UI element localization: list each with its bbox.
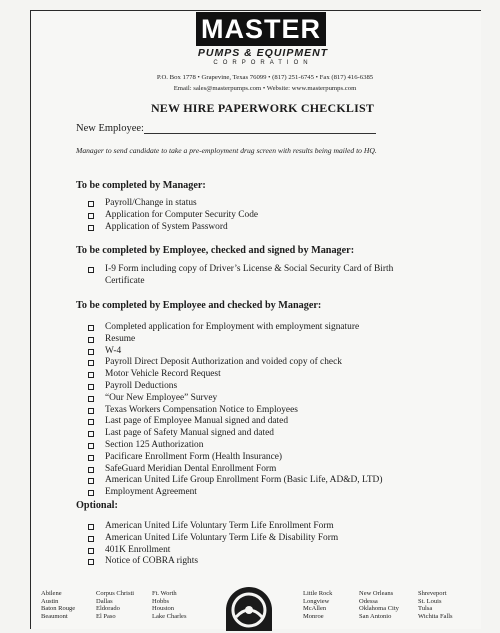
company-logo (196, 12, 326, 46)
checklist-item-label: I-9 Form including copy of Driver’s License & Social Security Card of Birth Certificate (105, 264, 394, 286)
footer-city: Oklahoma City (359, 605, 399, 613)
manager-checklist (88, 198, 435, 233)
checkbox[interactable] (88, 536, 94, 542)
footer-cities-col2 (96, 590, 134, 620)
footer-cities-col1 (41, 590, 75, 620)
checklist-item-label: Texas Workers Compensation Notice to Employees (105, 404, 298, 415)
footer-city: Tulsa (418, 605, 433, 613)
checklist-item (88, 222, 435, 234)
section-heading-manager: To be completed by Manager: (76, 180, 206, 191)
checklist-item-label: 401K Enrollment (105, 544, 171, 555)
checkbox[interactable] (88, 360, 94, 366)
footer-city: Little Rock (303, 590, 333, 597)
checklist-item (88, 416, 435, 428)
footer-city: Lake Charles (152, 612, 187, 620)
checklist-item (88, 346, 435, 358)
checkbox[interactable] (88, 467, 94, 473)
checklist-item (88, 556, 435, 568)
checkbox[interactable] (88, 225, 94, 231)
checklist-item-label: Application of System Password (105, 221, 228, 232)
checklist-item (88, 369, 435, 381)
new-employee-field[interactable] (144, 133, 376, 134)
checklist-item (88, 545, 435, 557)
checkbox[interactable] (88, 396, 94, 402)
checkbox[interactable] (88, 443, 94, 449)
optional-checklist (88, 521, 435, 568)
checkbox[interactable] (88, 201, 94, 207)
checklist-item (88, 487, 435, 499)
section-heading-employee-checked: To be completed by Employee and checked by Manager: (76, 300, 322, 311)
checklist-item-label: Payroll/Change in status (105, 198, 197, 208)
checklist-item (88, 440, 435, 452)
checkbox[interactable] (88, 372, 94, 378)
checklist-item (88, 264, 425, 288)
footer-city: Longview (303, 597, 330, 605)
footer-city: Shreveport (418, 590, 447, 597)
drug-screen-note: Manager to send candidate to take a pre-employment drug screen with results being mailed to HQ. (76, 146, 377, 155)
footer-city: Monroe (303, 612, 324, 620)
checklist-item (88, 452, 435, 464)
checklist-item-label: W-4 (105, 345, 122, 356)
company-emblem-icon (224, 585, 274, 631)
checklist-item (88, 521, 435, 533)
checkbox[interactable] (88, 384, 94, 390)
checklist-item (88, 405, 435, 417)
logo-brand: MASTER (201, 14, 321, 44)
footer-city: Wichita Falls (418, 612, 453, 620)
checklist-item-label: SafeGuard Meridian Dental Enrollment Form (105, 463, 277, 474)
employee-checked-checklist (88, 322, 435, 499)
checklist-item (88, 322, 435, 334)
checkbox[interactable] (88, 548, 94, 554)
footer-city: San Antonio (359, 612, 392, 620)
checklist-item-label: Last page of Employee Manual signed and dated (105, 416, 289, 427)
checkbox[interactable] (88, 408, 94, 414)
footer-city: McAllen (303, 605, 327, 613)
checklist-item-label: Payroll Direct Deposit Authorization and voided copy of check (105, 357, 342, 368)
footer-city: Dallas (96, 597, 113, 605)
checklist-item (88, 381, 435, 393)
checklist-item (88, 393, 435, 405)
checklist-item-label: American United Life Voluntary Term Life & Disability Form (105, 532, 339, 543)
footer-cities-col3 (152, 590, 186, 620)
footer-city: Austin (41, 597, 59, 605)
checkbox[interactable] (88, 559, 94, 565)
checklist-item (88, 533, 435, 545)
section-heading-optional: Optional: (76, 500, 118, 511)
section-heading-employee-signed: To be completed by Employee, checked and signed by Manager: (76, 245, 355, 256)
logo-corporation: CORPORATION (213, 60, 313, 66)
document-title: NEW HIRE PAPERWORK CHECKLIST (150, 101, 375, 115)
footer-cities-col4 (303, 590, 332, 620)
checklist-item (88, 198, 435, 210)
checklist-item-label: Application for Computer Security Code (105, 209, 259, 220)
footer-cities-col6 (418, 590, 453, 620)
checklist-item (88, 428, 435, 440)
checklist-item-label: Payroll Deductions (105, 380, 178, 391)
address-line: P.O. Box 1778 • Grapevine, Texas 76099 • (817) 251-6745 • Fax (817) 416-6385 (156, 74, 374, 81)
footer-city: Baton Rouge (41, 605, 76, 613)
checklist-item-label: Resume (105, 333, 136, 344)
footer-city: Hobbs (152, 597, 169, 605)
checkbox[interactable] (88, 478, 94, 484)
checklist-item-label: Notice of COBRA rights (105, 556, 198, 567)
checkbox[interactable] (88, 490, 94, 496)
checklist-item-label: American United Life Voluntary Term Life Enrollment Form (105, 521, 334, 531)
checkbox[interactable] (88, 337, 94, 343)
checklist-item (88, 357, 435, 369)
checklist-item (88, 210, 435, 222)
logo-subtitle: PUMPS & EQUIPMENT (197, 47, 329, 59)
checklist-item-label: Section 125 Authorization (105, 439, 204, 450)
checkbox[interactable] (88, 213, 94, 219)
footer-city: Eldorado (96, 605, 120, 613)
footer-city: Odessa (359, 597, 378, 605)
checklist-item-label: American United Life Group Enrollment Form (Basic Life, AD&D, LTD) (105, 475, 383, 486)
footer-city: Houston (152, 605, 175, 613)
footer-city: Abilene (41, 590, 62, 597)
checkbox[interactable] (88, 419, 94, 425)
checklist-item-label: Motor Vehicle Record Request (105, 369, 221, 380)
checklist-item-label: Employment Agreement (105, 487, 197, 498)
new-employee-label: New Employee: (76, 123, 144, 134)
checkbox[interactable] (88, 455, 94, 461)
checklist-item-label: Pacificare Enrollment Form (Health Insurance) (105, 451, 283, 462)
footer-city: Beaumont (41, 612, 68, 620)
checklist-item (88, 334, 435, 346)
footer-city: Ft. Worth (152, 590, 177, 597)
checklist-item-label: Last page of Safety Manual signed and dated (105, 428, 274, 439)
footer-city: New Orleans (359, 590, 394, 597)
checklist-item-label: Completed application for Employment with employment signature (105, 322, 360, 332)
footer-city: El Paso (96, 612, 116, 620)
checkbox[interactable] (88, 524, 94, 530)
footer-city: St. Louis (418, 597, 442, 605)
checklist-item-label: “Our New Employee” Survey (105, 392, 218, 403)
checkbox[interactable] (88, 325, 94, 331)
employee-signed-checklist (88, 264, 425, 288)
checklist-item (88, 464, 435, 476)
footer-cities-col5 (359, 590, 399, 620)
checkbox[interactable] (88, 267, 94, 273)
checklist-item (88, 475, 435, 487)
footer-city: Corpus Christi (96, 590, 135, 597)
checkbox[interactable] (88, 431, 94, 437)
checkbox[interactable] (88, 349, 94, 355)
contact-line: Email: sales@masterpumps.com • Website: www.masterpumps.com (173, 85, 357, 92)
